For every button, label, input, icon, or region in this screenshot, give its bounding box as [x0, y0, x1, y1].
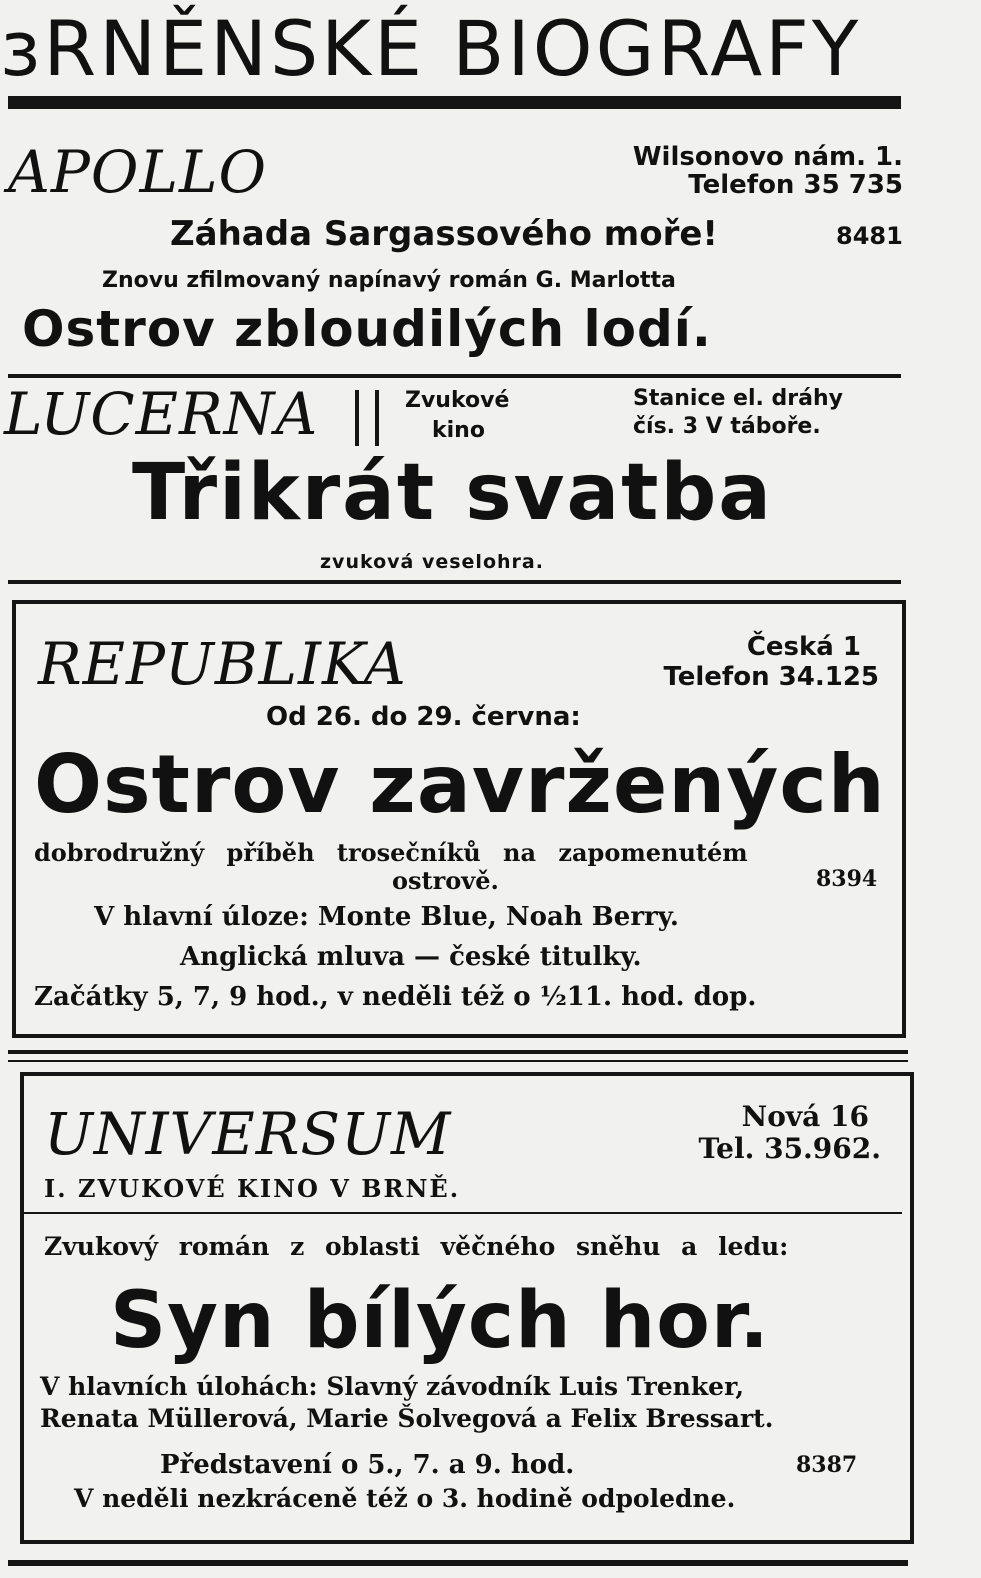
republika-language: Anglická mluva — české titulky.: [180, 942, 642, 972]
republika-times: Začátky 5, 7, 9 hod., v neděli též o ½11. hod. dop.: [34, 982, 757, 1012]
lucerna-sound-line2: kino: [432, 418, 485, 443]
republika-phone: Telefon 34.125: [663, 662, 879, 692]
universum-slogan: I. ZVUKOVÉ KINO V BRNĚ.: [44, 1174, 461, 1203]
republika-feature: Ostrov zavržených: [34, 738, 886, 831]
universum-sunday: V neděli nezkráceně též o 3. hodině odpoledne.: [74, 1484, 736, 1513]
lucerna-genre: zvuková veselohra.: [320, 551, 544, 573]
apollo-name: APOLLO: [8, 138, 268, 206]
apollo-ref: 8481: [836, 222, 903, 250]
lucerna-address-line1: Stanice el. dráhy: [633, 386, 843, 411]
universum-feature: Syn bílých hor.: [110, 1276, 770, 1366]
universum-address-line1: Nová 16: [741, 1100, 869, 1133]
divider: [8, 1050, 908, 1054]
lucerna-sound-line1: Zvukové: [405, 388, 510, 413]
apollo-subtitle: Záhada Sargassového moře!: [170, 214, 718, 254]
republika-name: REPUBLIKA: [38, 630, 407, 698]
masthead-rule: [8, 96, 901, 109]
republika-desc-line2: ostrově.: [392, 866, 499, 895]
republika-ref: 8394: [816, 866, 878, 892]
apollo-phone: Telefon 35 735: [688, 170, 903, 200]
republika-desc-line1: dobrodružný příběh trosečníků na zapomenutém: [34, 838, 748, 867]
apollo-feature: Ostrov zbloudilých lodí.: [22, 300, 712, 358]
universum-name: UNIVERSUM: [44, 1100, 452, 1168]
universum-cast-line1: V hlavních úlohách: Slavný závodník Luis Trenker,: [40, 1372, 745, 1401]
ornament-bar: [355, 390, 379, 446]
lucerna-feature: Třikrát svatba: [132, 448, 773, 538]
universum-phone: Tel. 35.962.: [698, 1132, 881, 1165]
masthead-title: ɜRNĚNSKÉ BIOGRAFY: [0, 4, 862, 93]
universum-cast-line2: Renata Müllerová, Marie Šolvegová a Felix Bressart.: [40, 1404, 774, 1433]
republika-cast: V hlavní úloze: Monte Blue, Noah Berry.: [94, 902, 679, 932]
divider-thin: [8, 1060, 908, 1062]
apollo-address-line1: Wilsonovo nám. 1.: [632, 142, 903, 172]
divider: [8, 580, 901, 584]
republika-address-line1: Česká 1: [746, 632, 861, 662]
apollo-tagline: Znovu zfilmovaný napínavý román G. Marlotta: [102, 268, 676, 293]
universum-ref: 8387: [796, 1452, 858, 1478]
lucerna-name: LUCERNA: [4, 380, 319, 448]
universum-intro: Zvukový román z oblasti věčného sněhu a ledu:: [44, 1232, 789, 1261]
divider-thin: [24, 1212, 902, 1214]
universum-shows: Představení o 5., 7. a 9. hod.: [160, 1450, 575, 1480]
divider: [8, 1560, 908, 1566]
divider: [8, 374, 901, 378]
republika-dates: Od 26. do 29. června:: [266, 702, 581, 732]
lucerna-address-line2: čís. 3 V táboře.: [633, 414, 821, 439]
